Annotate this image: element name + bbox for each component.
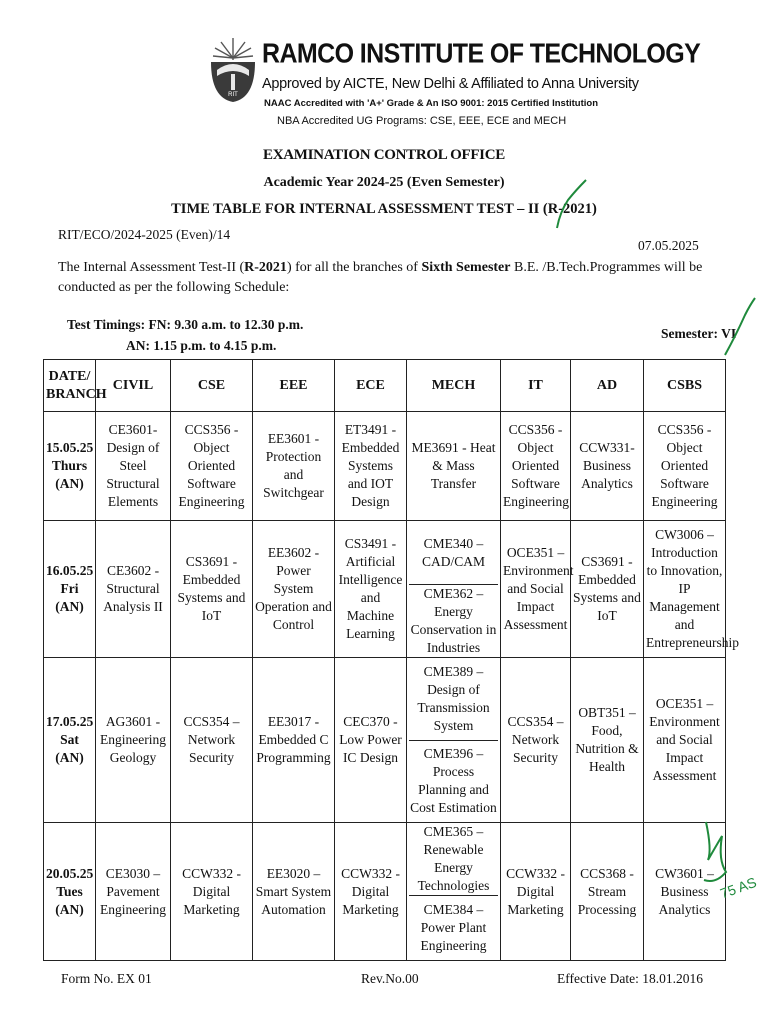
date-cell: 17.05.25 Sat (AN) bbox=[44, 658, 96, 823]
institute-logo bbox=[207, 34, 259, 104]
table-cell: CS3691 - Embedded Systems and IoT bbox=[571, 521, 644, 658]
logo-text: RIT bbox=[228, 92, 238, 98]
table-cell: ME3691 - Heat & Mass Transfer bbox=[407, 412, 501, 521]
mech-split-cell bbox=[407, 823, 501, 961]
table-cell: CME365 – Renewable Energy Technologies bbox=[417, 824, 490, 893]
naac-line: NAAC Accredited with 'A+' Grade & An ISO 9001: 2015 Certified Institution bbox=[264, 98, 599, 109]
intro-paragraph: The Internal Assessment Test-II (R-2021) for all the branches of Sixth Semester B.E. /B.Tech.Programmes will be conducted as per the following Schedule: bbox=[58, 260, 703, 295]
column-header: ECE bbox=[335, 360, 407, 412]
column-header: DATE/ BRANCH bbox=[44, 360, 96, 412]
academic-year: Academic Year 2024-25 (Even Semester) bbox=[263, 175, 505, 190]
table-cell: CME362 – Energy Conservation in Industries bbox=[410, 586, 497, 655]
nba-line: NBA Accredited UG Programs: CSE, EEE, ECE and MECH bbox=[277, 115, 567, 127]
table-header-row bbox=[44, 360, 726, 412]
table-cell: EE3020 – Smart System Automation bbox=[253, 823, 335, 961]
table-cell: CCS368 - Stream Processing bbox=[571, 823, 644, 961]
table-row bbox=[44, 658, 726, 823]
table-cell: CCS354 – Network Security bbox=[171, 658, 253, 823]
table-cell: ET3491 - Embedded Systems and IOT Design bbox=[335, 412, 407, 521]
table-cell: CS3691 - Embedded Systems and IoT bbox=[171, 521, 253, 658]
table-cell: CW3006 – Introduction to Innovation, IP Management and Entrepreneurship bbox=[644, 521, 726, 658]
table-cell: CCW332 - Digital Marketing bbox=[335, 823, 407, 961]
table-row bbox=[44, 521, 726, 658]
table-cell: CS3491 - Artificial Intelligence and Machine Learning bbox=[335, 521, 407, 658]
mech-split-cell bbox=[407, 521, 501, 658]
column-header: EEE bbox=[253, 360, 335, 412]
table-cell: EE3601 - Protection and Switchgear bbox=[253, 412, 335, 521]
handwritten-note: 75 AS bbox=[717, 873, 759, 902]
column-header: MECH bbox=[407, 360, 501, 412]
table-cell: EE3602 - Power System Operation and Control bbox=[253, 521, 335, 658]
column-header: AD bbox=[571, 360, 644, 412]
table-cell: CW3601 – Business Analytics bbox=[644, 823, 726, 961]
issue-date: 07.05.2025 bbox=[638, 238, 699, 253]
table-cell: OCE351 – Environment and Social Impact Assessment bbox=[644, 658, 726, 823]
table-cell: CME340 – CAD/CAM bbox=[421, 535, 485, 569]
table-cell: CEC370 - Low Power IC Design bbox=[335, 658, 407, 823]
table-row bbox=[44, 412, 726, 521]
date-cell: 15.05.25 Thurs (AN) bbox=[44, 412, 96, 521]
approval-line: Approved by AICTE, New Delhi & Affiliated to Anna University bbox=[262, 76, 639, 92]
date-cell: 16.05.25 Fri (AN) bbox=[44, 521, 96, 658]
table-cell: CME389 –Design of Transmission System bbox=[417, 663, 490, 733]
table-cell: CE3602 - Structural Analysis II bbox=[96, 521, 171, 658]
table-cell: OBT351 – Food, Nutrition & Health bbox=[571, 658, 644, 823]
table-row bbox=[44, 823, 726, 961]
institute-name: RAMCO INSTITUTE OF TECHNOLOGY bbox=[262, 38, 701, 70]
table-cell: CME384 – Power Plant Engineering bbox=[409, 895, 498, 960]
table-cell: CCW332 - Digital Marketing bbox=[501, 823, 571, 961]
table-cell: CCS356 - Object Oriented Software Engineering bbox=[501, 412, 571, 521]
table-cell: CE3601- Design of Steel Structural Elements bbox=[96, 412, 171, 521]
office-title: EXAMINATION CONTROL OFFICE bbox=[263, 147, 505, 163]
form-number: Form No. EX 01 bbox=[61, 971, 152, 986]
table-cell: CCW331- Business Analytics bbox=[571, 412, 644, 521]
date-cell: 20.05.25 Tues (AN) bbox=[44, 823, 96, 961]
effective-date: Effective Date: 18.01.2016 bbox=[557, 971, 703, 986]
test-timings-an: AN: 1.15 p.m. to 4.15 p.m. bbox=[126, 338, 277, 353]
column-header: CSE bbox=[171, 360, 253, 412]
table-cell: OCE351 – Environment and Social Impact Assessment bbox=[501, 521, 571, 658]
column-header: CIVIL bbox=[96, 360, 171, 412]
table-cell: AG3601 - Engineering Geology bbox=[96, 658, 171, 823]
semester-label: Semester: VI bbox=[661, 326, 737, 341]
table-cell: CCS354 – Network Security bbox=[501, 658, 571, 823]
table-cell: CCS356 - Object Oriented Software Engineering bbox=[644, 412, 726, 521]
column-header: IT bbox=[501, 360, 571, 412]
table-cell: EE3017 - Embedded C Programming bbox=[253, 658, 335, 823]
column-header: CSBS bbox=[644, 360, 726, 412]
table-cell: CCW332 - Digital Marketing bbox=[171, 823, 253, 961]
table-cell: CME396 – Process Planning and Cost Estimation bbox=[409, 740, 498, 823]
revision-number: Rev.No.00 bbox=[361, 971, 419, 986]
test-timings-fn: Test Timings: FN: 9.30 a.m. to 12.30 p.m. bbox=[67, 317, 304, 332]
reference-number: RIT/ECO/2024-2025 (Even)/14 bbox=[58, 227, 231, 242]
timetable-title: TIME TABLE FOR INTERNAL ASSESSMENT TEST – II (R-2021) bbox=[171, 201, 597, 217]
table-cell: CE3030 – Pavement Engineering bbox=[96, 823, 171, 961]
table-cell: CCS356 - Object Oriented Software Engineering bbox=[171, 412, 253, 521]
mech-split-cell bbox=[407, 658, 501, 823]
